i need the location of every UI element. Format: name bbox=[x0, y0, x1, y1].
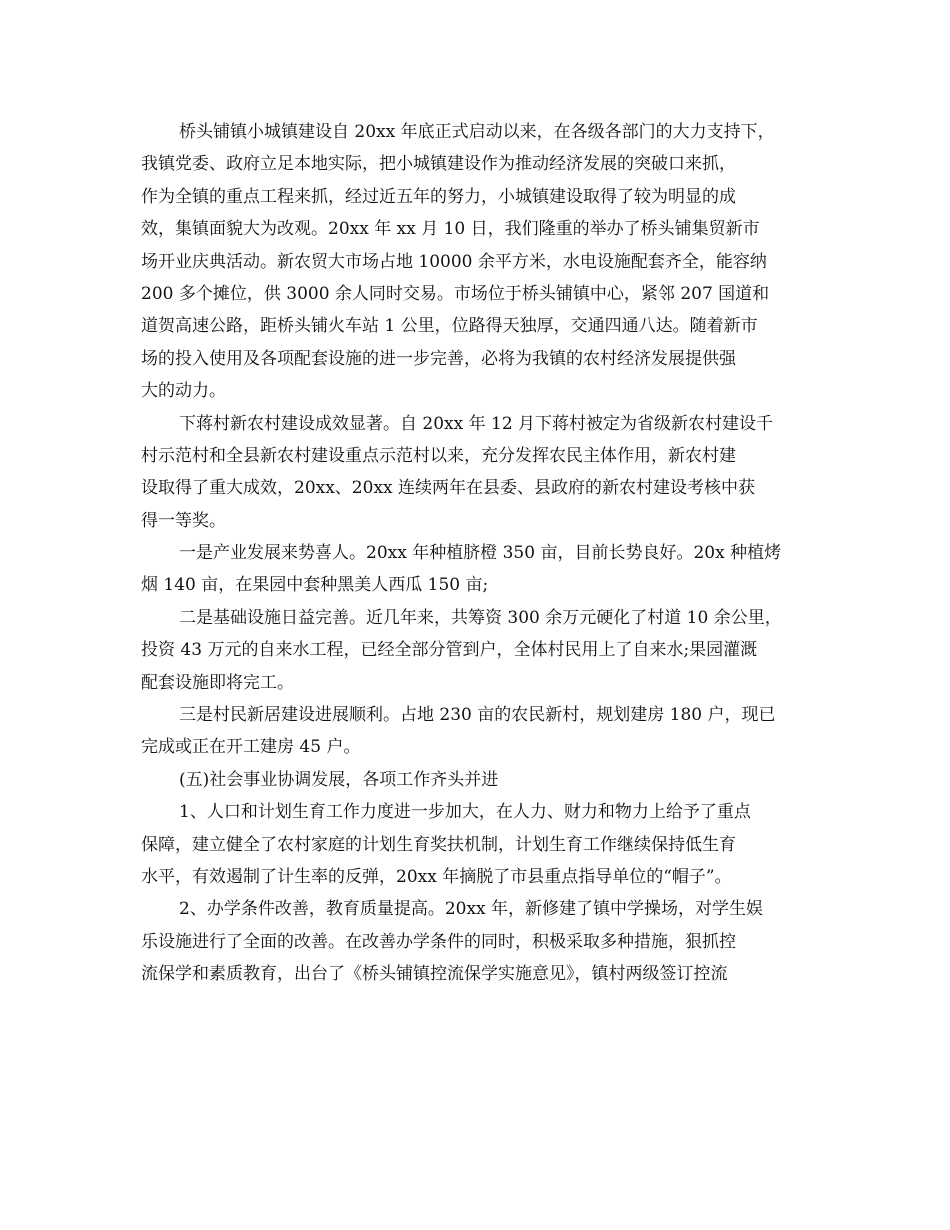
paragraph-education bbox=[141, 893, 811, 990]
text-line: 三是村民新居建设进展顺利。占地 230 亩的农民新村，规划建房 180 户，现已 bbox=[179, 705, 776, 726]
text-line: 道贺高速公路，距桥头铺火车站 1 公里，位路得天独厚，交通四通八达。随着新市 bbox=[141, 316, 758, 337]
text-line: 得一等奖。 bbox=[141, 510, 226, 531]
text-line: 下蒋村新农村建设成效显著。自 20xx 年 12 月下蒋村被定为省级新农村建设千 bbox=[179, 413, 774, 434]
paragraph-housing bbox=[141, 699, 811, 764]
text-line: 流保学和素质教育，出台了《桥头铺镇控流保学实施意见》，镇村两级签订控流 bbox=[141, 964, 728, 985]
text-line: 投资 43 万元的自来水工程，已经全部分管到户，全体村民用上了自来水;果园灌溉 bbox=[141, 640, 758, 661]
text-line: 完成或正在开工建房 45 户。 bbox=[141, 737, 361, 758]
text-line: 场开业庆典活动。新农贸大市场占地 10000 余平方米，水电设施配套齐全，能容纳 bbox=[141, 251, 767, 272]
text-line: 村示范村和全县新农村建设重点示范村以来，充分发挥农民主体作用，新农村建 bbox=[141, 445, 736, 466]
text-line: 保障，建立健全了农村家庭的计划生育奖扶机制，计划生育工作继续保持低生育 bbox=[141, 834, 736, 855]
text-line: 作为全镇的重点工程来抓，经过近五年的努力，小城镇建设取得了较为明显的成 bbox=[141, 186, 736, 207]
text-line: 桥头铺镇小城镇建设自 20xx 年底正式启动以来，在各级各部门的大力支持下， bbox=[179, 122, 775, 142]
text-line: 二是基础设施日益完善。近几年来，共筹资 300 余万元硬化了村道 10 余公里， bbox=[179, 607, 782, 628]
text-line: 设取得了重大成效，20xx、20xx 连续两年在县委、县政府的新农村建设考核中获 bbox=[141, 478, 756, 499]
text-line: (五)社会事业协调发展，各项工作齐头并进 bbox=[179, 769, 499, 790]
text-line: 配套设施即将完工。 bbox=[141, 672, 294, 693]
text-line: 200 多个摊位，供 3000 余人同时交易。市场位于桥头铺镇中心，紧邻 207 国道和 bbox=[141, 283, 770, 304]
text-line: 烟 140 亩，在果园中套种黑美人西瓜 150 亩; bbox=[141, 575, 489, 596]
text-line: 乐设施进行了全面的改善。在改善办学条件的同时，积极采取多种措施，狠抓控 bbox=[141, 931, 736, 952]
section-heading-social bbox=[141, 764, 811, 796]
document-body bbox=[141, 116, 811, 991]
text-line: 1、人口和计划生育工作力度进一步加大，在人力、财力和物力上给予了重点 bbox=[179, 802, 751, 823]
text-line: 一是产业发展来势喜人。20xx 年种植脐橙 350 亩，目前长势良好。20x 种植烤 bbox=[179, 543, 782, 564]
text-line: 大的动力。 bbox=[141, 381, 226, 402]
paragraph-new-village bbox=[141, 408, 811, 538]
paragraph-industry bbox=[141, 537, 811, 602]
paragraph-family-planning bbox=[141, 796, 811, 893]
text-line: 我镇党委、政府立足本地实际，把小城镇建设作为推动经济发展的突破口来抓， bbox=[141, 154, 736, 175]
text-line: 效，集镇面貌大为改观。20xx 年 xx 月 10 日，我们隆重的举办了桥头铺集贸新市 bbox=[141, 219, 760, 240]
paragraph-town-construction bbox=[141, 116, 811, 408]
text-line: 水平，有效遏制了计生率的反弹，20xx 年摘脱了市县重点指导单位的“帽子”。 bbox=[141, 866, 732, 887]
paragraph-infrastructure bbox=[141, 602, 811, 699]
text-line: 2、办学条件改善，教育质量提高。20xx 年，新修建了镇中学操场，对学生娱 bbox=[179, 899, 764, 920]
text-line: 场的投入使用及各项配套设施的进一步完善，必将为我镇的农村经济发展提供强 bbox=[141, 348, 736, 369]
